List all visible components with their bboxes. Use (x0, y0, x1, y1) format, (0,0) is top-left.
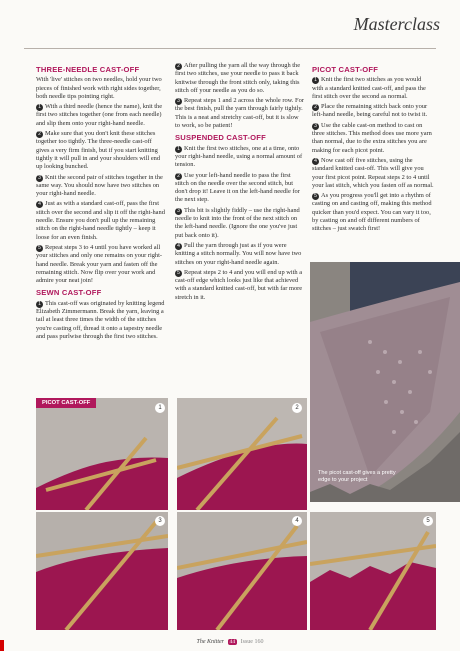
step-text: Knit the first two stitches as you would with a standard knitted cast-off, and pass the first stitch over the second as normal. (312, 76, 426, 100)
step-text: Repeat steps 1 and 2 across the whole row. For the best finish, pull the yarn through fairly tightly. This is a neat and stretchy cast-off, but it is slow to work, so be patient! (175, 97, 304, 130)
step-number: 4 (36, 201, 43, 208)
step-text: Knit the second pair of stitches together in the same way. You should now have two stitches on your right-hand needle. (36, 173, 163, 198)
photo-caption: The picot cast-off gives a pretty edge to your project (318, 470, 396, 483)
step-text: Place the remaining stitch back onto your left-hand needle, being careful not to twist it. (312, 103, 428, 119)
column-1 (36, 62, 166, 343)
picot-step (312, 192, 434, 233)
suspended-heading: SUSPENDED CAST-OFF (175, 133, 266, 143)
knitting-photo (36, 512, 168, 630)
three-needle-step (36, 200, 166, 241)
issue-number: Issue 160 (240, 639, 264, 645)
column-2 (175, 62, 305, 304)
corner-mark (0, 640, 4, 651)
step-number: 2 (175, 173, 182, 180)
step-text: Now cast off five stitches, using the standard knitted cast-off. This will give you your first picot point. Repeat steps 2 to 4 until your last stitch, which you fasten off as normal. (312, 156, 434, 189)
sewn-step (175, 97, 305, 130)
knitting-photo (177, 398, 307, 510)
knitting-photo (36, 398, 168, 510)
step-number: 2 (36, 131, 43, 138)
suspended-step (175, 242, 305, 267)
three-needle-intro: With 'live' stitches on two needles, hold your two pieces of finished work with right sides together, both needle tips pointing right. (36, 76, 162, 100)
header-rule (24, 48, 436, 49)
suspended-step (175, 145, 305, 170)
step-number: 4 (312, 158, 319, 165)
step-photo-2 (177, 398, 307, 510)
step-text: Use the cable cast-on method to cast on three stitches. This method does use more yarn than normal, due to the extra stitches you are making for each picot point. (312, 121, 432, 154)
suspended-step (175, 269, 305, 302)
shawl-illustration (310, 262, 460, 502)
step-text: Pull the yarn through just as if you were knitting a stitch normally. You will now have two stitches on your right-hand needle again. (175, 241, 302, 266)
photo-number-badge: 1 (155, 403, 165, 413)
suspended-step (175, 207, 305, 240)
step-photo-4 (177, 512, 307, 630)
suspended-step (175, 172, 305, 205)
shawl-photo (310, 262, 460, 502)
sewn-step (36, 300, 166, 341)
three-needle-step (36, 130, 166, 171)
step-text: After pulling the yarn all the way through the first two stitches, use your needle to pass it back knitwise through the front stitch only, taking this stitch off your needle as you do so. (175, 62, 301, 94)
sewn-heading: SEWN CAST-OFF (36, 288, 102, 298)
magazine-name: The Knitter (196, 639, 225, 645)
step-photo-5 (310, 512, 436, 630)
step-number: 1 (312, 77, 319, 84)
sewn-step (175, 62, 305, 95)
step-text: This cast-off was originated by knitting legend Elizabeth Zimmermann. Break the yarn, leaving a tail at least three times the width of the stitches you're casting off, thread it onto a tapestry needle and pass purlwise through the first two stitches. (36, 299, 165, 340)
step-number: 3 (175, 98, 182, 105)
picot-step (312, 76, 434, 101)
step-photo-1 (36, 398, 168, 510)
photo-number-badge: 4 (292, 516, 302, 526)
three-needle-step (36, 174, 166, 199)
step-number: 4 (175, 243, 182, 250)
step-number: 5 (312, 193, 319, 200)
page-footer (0, 639, 460, 645)
picot-heading: PICOT CAST-OFF (312, 65, 379, 74)
step-text: Use your left-hand needle to pass the first stitch on the needle over the second stitch, but don't drop it! Leave it on the left-hand needle for the next step. (175, 171, 300, 204)
section-title: Masterclass (353, 14, 440, 34)
picot-step (312, 122, 434, 155)
three-needle-heading: THREE-NEEDLE CAST-OFF (36, 65, 140, 74)
step-number: 2 (175, 63, 182, 70)
step-text: Just as with a standard cast-off, pass the first stitch over the second and slip it off the right-hand needle. Ensure you don't pull up the remaining stitch on the right-hand needle tightly – keep it loose for an even finish. (36, 200, 165, 241)
page-number: 44 (229, 639, 236, 645)
three-needle-step (36, 103, 166, 128)
step-number: 3 (36, 175, 43, 182)
photo-number-badge: 2 (292, 403, 302, 413)
step-number: 5 (175, 270, 182, 277)
step-text: With a third needle (hence the name), knit the first two stitches together (one from each needle) and slip them onto your right-hand needle. (36, 103, 163, 127)
picot-step (312, 157, 434, 190)
step-number: 1 (175, 146, 182, 153)
step-text: As you progress you'll get into a rhythm of casting on and casting off, making this method quicker than you'd expect. You can vary it too, by casting on and off different numbers of stitches – just swatch first! (312, 192, 432, 233)
photo-number-badge: 3 (155, 516, 165, 526)
three-needle-step (36, 244, 166, 285)
photo-number-badge: 5 (423, 516, 433, 526)
step-text: Repeat steps 2 to 4 and you will end up with a cast-off edge which looks just like that achieved with a standard knitted cast-off, but with far more stretch in it. (175, 268, 303, 301)
step-text: Make sure that you don't knit these stitches together too tightly. The three-needle cast-off gives a very firm finish, but if you start knitting tightly it will pull in and your shoulders will end up looking bunched. (36, 130, 161, 171)
column-3 (312, 62, 434, 236)
step-number: 1 (36, 301, 43, 308)
step-number: 3 (312, 123, 319, 130)
knitting-photo (177, 512, 307, 630)
step-number: 2 (312, 104, 319, 111)
step-text: This bit is slightly fiddly – use the right-hand needle to knit into the front of the next stitch on the left-hand needle. (Ignore the one you've just put back onto it). (175, 206, 300, 239)
step-number: 3 (175, 208, 182, 215)
step-photo-3 (36, 512, 168, 630)
knitting-photo (310, 512, 436, 630)
step-text: Knit the first two stitches, one at a time, onto your right-hand needle, using a normal amount of tension. (175, 144, 303, 169)
picot-step (312, 103, 434, 120)
step-number: 1 (36, 104, 43, 111)
step-number: 5 (36, 245, 43, 252)
step-text: Repeat steps 3 to 4 until you have worked all your stitches and only one remains on your right-hand needle. Break your yarn and fasten off the remaining stitch. Now flip over your work and admire your neat join! (36, 243, 163, 285)
picot-cast-off-label: PICOT CAST-OFF (36, 398, 96, 408)
